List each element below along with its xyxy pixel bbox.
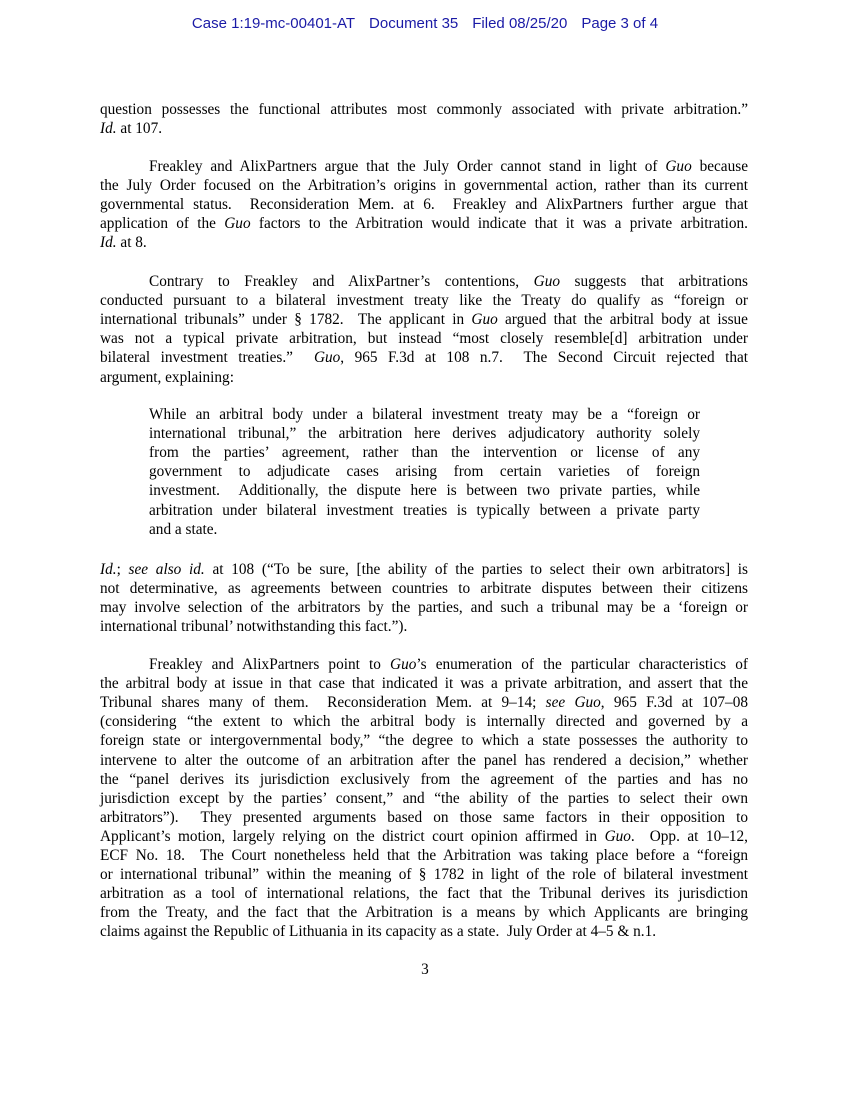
text-line xyxy=(100,693,748,712)
page-indicator: Page 3 of 4 xyxy=(581,15,659,32)
text-line xyxy=(149,655,748,674)
text-run: was not a typical private arbitration, but instead “most closely resemble[d] arbitration under xyxy=(100,330,748,348)
text-run: not determinative, as agreements between countries to arbitrate disputes between their citizens xyxy=(100,580,748,598)
citation-italic: see Guo xyxy=(545,694,601,712)
text-run: Contrary to Freakley and AlixPartner’s contentions, xyxy=(149,273,534,290)
text-line xyxy=(149,462,700,481)
ecf-header xyxy=(0,15,850,32)
filed-date: Filed 08/25/20 xyxy=(472,15,568,32)
text-line xyxy=(100,846,748,865)
text-run: suggests that arbitrations xyxy=(560,273,749,290)
text-run: . Opp. at 10–12, xyxy=(630,827,748,845)
text-run: investment. Additionally, the dispute here is between two private parties, while xyxy=(149,482,700,500)
text-run: Tribunal shares many of them. Reconsideration Mem. at 9–14; xyxy=(100,694,546,712)
text-line xyxy=(100,770,748,789)
text-run: conducted pursuant to a bilateral investment treaty like the Treaty do qualify as “foreign or xyxy=(100,292,748,310)
text-run: ECF No. 18. The Court nonetheless held that the Arbitration was taking place before a “foreign xyxy=(100,847,748,864)
text-run: question possesses the functional attributes most commonly associated with private arbitration.” xyxy=(100,101,748,118)
text-line xyxy=(100,176,748,195)
citation-italic: Guo xyxy=(665,158,692,175)
text-line xyxy=(100,560,748,579)
text-run: government to adjudicate cases arising from certain varieties of foreign xyxy=(149,463,700,481)
text-line xyxy=(149,405,700,424)
citation-italic: Id. xyxy=(100,120,117,138)
citation-italic: Guo xyxy=(533,273,560,290)
text-line xyxy=(100,731,748,750)
text-run: international tribunals” under § 1782. The applicant in xyxy=(100,311,472,329)
text-line xyxy=(100,368,234,387)
text-line xyxy=(100,617,407,636)
text-run: from the parties’ agreement, rather than the intervention or license of any xyxy=(149,444,700,462)
text-run: Freakley and AlixPartners argue that the July Order cannot stand in light of xyxy=(149,158,666,175)
text-run: arbitrators”). They presented arguments based on those same factors in their opposition to xyxy=(100,808,748,826)
citation-italic: see also id. xyxy=(128,561,205,578)
citation-italic: Guo xyxy=(390,656,417,673)
text-run: at 107. xyxy=(116,120,163,138)
text-line xyxy=(100,598,748,617)
text-run: at 108 (“To be sure, [the ability of the parties to select their own arbitrators] is xyxy=(204,561,748,578)
text-line xyxy=(100,865,748,884)
text-run: factors to the Arbitration would indicate that it was a private arbitration. xyxy=(250,215,748,233)
text-run: , 965 F.3d at 107–08 xyxy=(600,694,748,712)
text-line xyxy=(100,100,748,119)
text-line xyxy=(149,272,748,291)
text-line xyxy=(100,310,748,329)
text-line xyxy=(100,884,748,903)
text-line xyxy=(149,443,700,462)
text-run: international tribunal,” the arbitration here derives adjudicatory authority solely xyxy=(149,425,700,443)
text-run: Applicant’s motion, largely relying on the district court opinion affirmed in xyxy=(100,827,605,845)
text-line xyxy=(100,903,748,922)
text-run: application of the xyxy=(100,215,225,233)
text-run: Freakley and AlixPartners point to xyxy=(149,656,391,673)
text-run: bilateral investment treaties.” xyxy=(100,349,314,367)
text-run: because xyxy=(691,158,748,175)
text-run: argued that the arbitral body at issue xyxy=(497,311,748,329)
text-line xyxy=(100,579,748,598)
text-line xyxy=(149,424,700,443)
text-line xyxy=(100,922,656,941)
page-number: 3 xyxy=(421,961,429,978)
text-run: (considering “the extent to which the arbitral body is internally directed and governed by a xyxy=(100,713,748,731)
text-line xyxy=(100,195,748,214)
text-line xyxy=(100,329,748,348)
text-line xyxy=(100,827,748,846)
text-line xyxy=(100,291,748,310)
text-line xyxy=(149,520,217,539)
text-run: ’s enumeration of the particular characteristics of xyxy=(416,656,748,673)
text-run: argument, explaining: xyxy=(100,368,234,386)
text-run: or international tribunal” within the meaning of § 1782 in light of the role of bilateral investment xyxy=(100,866,748,884)
text-run: While an arbitral body under a bilateral investment treaty may be a “foreign or xyxy=(149,406,700,423)
text-line xyxy=(100,348,748,367)
text-line xyxy=(149,481,700,500)
citation-italic: Guo xyxy=(604,827,631,845)
text-run: and a state. xyxy=(149,520,218,538)
text-run: may involve selection of the arbitrators by the parties, and such a tribunal may be a ‘foreign or xyxy=(100,599,748,617)
text-line xyxy=(100,214,748,233)
text-line xyxy=(100,808,748,827)
document-number: Document 35 xyxy=(369,15,459,32)
text-run: international tribunal’ notwithstanding this fact.”). xyxy=(100,618,408,636)
text-line xyxy=(149,157,748,176)
text-run: jurisdiction except by the parties’ consent,” and “the ability of the parties to select their own xyxy=(100,789,748,807)
text-run: , 965 F.3d at 108 n.7. The Second Circuit rejected that xyxy=(340,349,749,367)
text-run: claims against the Republic of Lithuania in its capacity as a state. July Order at 4–5 & n.1. xyxy=(100,923,657,941)
text-run: arbitration as a tool of international relations, the fact that the Tribunal derives its jurisdiction xyxy=(100,885,748,903)
text-line xyxy=(100,751,748,770)
citation-italic: Guo xyxy=(471,311,498,329)
text-run: intervene to alter the outcome of an arbitration after the panel has rendered a decision,” whether xyxy=(100,751,748,769)
text-run: the arbitral body at issue in that case that indicated it was a private arbitration, and assert that the xyxy=(100,675,748,693)
text-line xyxy=(100,119,162,138)
text-run: from the Treaty, and the fact that the Arbitration is a means by which Applicants are bringing xyxy=(100,904,748,922)
citation-italic: Id. xyxy=(100,561,117,578)
text-run: foreign state or intergovernmental body,” “the degree to which a state possesses the authority to xyxy=(100,732,748,750)
text-run: the “panel derives its jurisdiction exclusively from the agreement of the parties and has no xyxy=(100,770,748,788)
text-line xyxy=(100,674,748,693)
text-run: the July Order focused on the Arbitration’s origins in governmental action, rather than its current xyxy=(100,177,748,195)
text-line xyxy=(100,712,748,731)
citation-italic: Id. xyxy=(100,234,117,252)
text-line xyxy=(100,233,147,252)
text-run: arbitration under bilateral investment treaties is typically between a private party xyxy=(149,501,700,519)
text-run: ; xyxy=(116,561,129,578)
text-line xyxy=(100,789,748,808)
text-run: at 8. xyxy=(116,234,147,252)
citation-italic: Guo xyxy=(224,215,251,233)
text-run: governmental status. Reconsideration Mem. at 6. Freakley and AlixPartners further argue that xyxy=(100,196,748,214)
citation-italic: Guo xyxy=(313,349,341,367)
text-line xyxy=(149,501,700,520)
case-number: Case 1:19-mc-00401-AT xyxy=(191,15,356,32)
